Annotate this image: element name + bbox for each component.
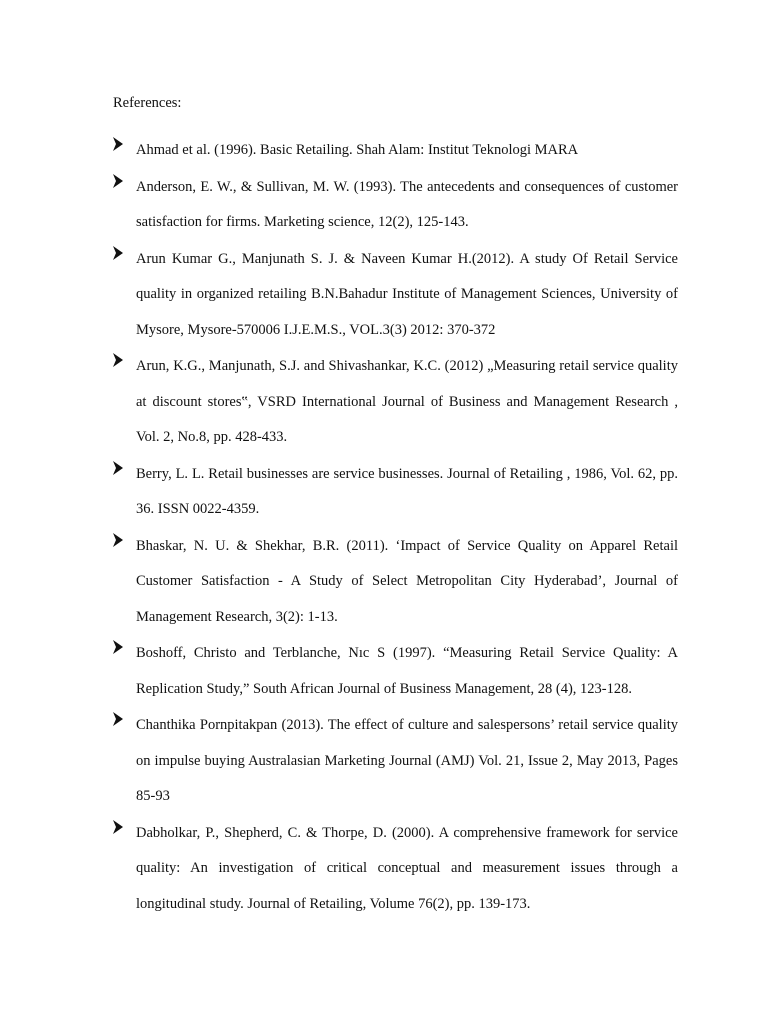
reference-item [113, 636, 678, 707]
arrowhead-bullet-icon [113, 461, 123, 475]
reference-text: Chanthika Pornpitakpan (2013). The effect of culture and salespersons’ retail service quality on impulse buying Australasian Marketing Journal (AMJ) Vol. 21, Issue 2, May 2013, Pages 85-93 [136, 717, 678, 804]
arrowhead-bullet-icon [113, 533, 123, 547]
reference-item [113, 349, 678, 456]
arrowhead-bullet-icon [113, 820, 123, 834]
reference-text: Arun, K.G., Manjunath, S.J. and Shivashankar, K.C. (2012) „Measuring retail service quality at discount stores‟, VSRD International Journal of Business and Management Research , Vol. 2, No.8, pp. 428-433. [136, 358, 678, 445]
reference-item [113, 242, 678, 349]
reference-text: Boshoff, Christo and Terblanche, Nıc S (1997). “Measuring Retail Service Quality: A Replication Study,” South African Journal of Business Management, 28 (4), 123-128. [136, 645, 678, 697]
arrowhead-bullet-icon [113, 174, 123, 188]
reference-item [113, 529, 678, 636]
reference-list [113, 140, 678, 930]
arrowhead-bullet-icon [113, 712, 123, 726]
reference-item [113, 170, 678, 241]
reference-item [113, 708, 678, 815]
reference-item [113, 457, 678, 528]
reference-text: Berry, L. L. Retail businesses are service businesses. Journal of Retailing , 1986, Vol. 62, pp. 36. ISSN 0022-4359. [136, 465, 678, 517]
reference-text: Dabholkar, P., Shepherd, C. & Thorpe, D. (2000). A comprehensive framework for service quality: An investigation of critical conceptual and measurement issues through a longitudinal study. Journal of Retailing, Volume 76(2), pp. 139-173. [136, 824, 678, 912]
reference-text: Bhaskar, N. U. & Shekhar, B.R. (2011). ‘Impact of Service Quality on Apparel Retail Customer Satisfaction - A Study of Select Metropolitan City Hyderabad’, Journal of Management Research, 3(2): 1-13. [136, 537, 678, 625]
arrowhead-bullet-icon [113, 353, 123, 367]
arrowhead-bullet-icon [113, 640, 123, 654]
reference-item [113, 133, 678, 169]
arrowhead-bullet-icon [113, 137, 123, 151]
references-heading: References: [113, 95, 182, 111]
arrowhead-bullet-icon [113, 246, 123, 260]
reference-item [113, 816, 678, 923]
reference-text: Ahmad et al. (1996). Basic Retailing. Shah Alam: Institut Teknologi MARA [136, 142, 579, 158]
reference-text: Arun Kumar G., Manjunath S. J. & Naveen Kumar H.(2012). A study Of Retail Service quality in organized retailing B.N.Bahadur Institute of Management Sciences, University of Mysore, Mysore-570006 I.J.E.M.S., VOL.3(3) 2012: 370-372 [136, 250, 678, 338]
reference-text: Anderson, E. W., & Sullivan, M. W. (1993). The antecedents and consequences of customer satisfaction for firms. Marketing science, 12(2), 125-143. [136, 178, 678, 230]
